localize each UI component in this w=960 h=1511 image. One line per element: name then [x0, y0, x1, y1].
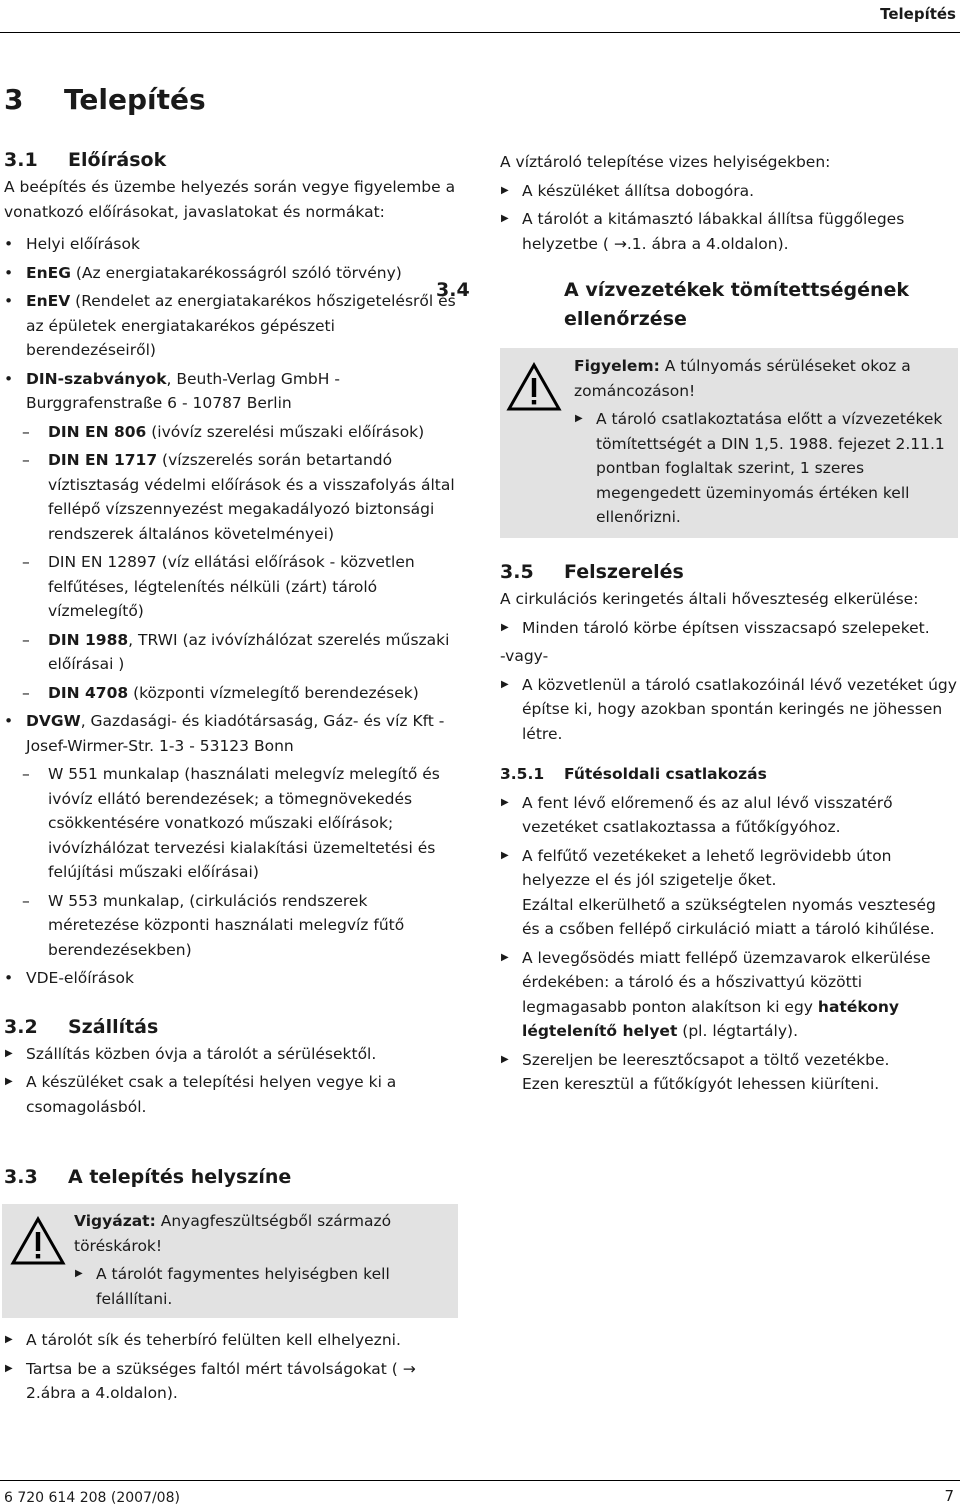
list-item: ▶ Szereljen be leeresztőcsapot a töltő vezetékbe. Ezen keresztül a fűtőkígyót lehessen kiüríteni.	[500, 1048, 958, 1097]
list-item: ▶ A közvetlenül a tároló csatlakozóinál lévő vezetéket úgy építse ki, hogy azokban spontán keringés ne jöhessen létre.	[500, 673, 958, 747]
list-item: • DVGW, Gazdasági- és kiadótársaság, Gáz- és víz Kft - Josef-Wirmer-Str. 1-3 - 53123 Bonn – W 551 munkalap (használati melegvíz melegítő és ivóvíz ellátó berendezések; a tömegnövekedés csökkentésére vonatkozó műszaki előírások; ivóvízhálózat tervezési kialakítási üzemeltetési és felújítási műszaki előírásai) – W 553 munkalap, (cirkulációs rendszerek méretezése központi használati melegvíz fűtő berendezésekben)	[4, 709, 462, 962]
list-item: ▶ A felfűtő vezetékeket a lehető legrövidebb úton helyezze el és jól szigetelje őket. Ezáltal elkerülhető a szükségtelen nyomás veszteség és a csőben fellépő cirkuláció miatt a tároló kihűlése.	[500, 844, 958, 942]
section-3-5-1-heading: 3.5.1 Fűtésoldali csatlakozás	[500, 765, 767, 783]
wet-room-list	[500, 179, 956, 257]
section-3-5-heading: 3.5 Felszerelés	[500, 561, 684, 583]
location-list	[4, 1328, 460, 1406]
transport-list	[4, 1042, 462, 1120]
caution-text: Vigyázat: Anyagfeszültségből származó töréskárok! ▶ A tárolót fagymentes helyiségben kell felállítani.	[74, 1209, 444, 1311]
section-3-2-heading: 3.2 Szállítás	[4, 1015, 159, 1038]
wet-room-intro: A víztároló telepítése vizes helyiségekben:	[500, 153, 831, 171]
list-item: ▶ A készüléket csak a telepítési helyen vegye ki a csomagolásból.	[4, 1070, 462, 1119]
list-item: ▶ Szállítás közben óvja a tárolót a sérülésektől.	[4, 1042, 462, 1067]
or-text: -vagy-	[500, 647, 549, 665]
warning-triangle-icon	[506, 362, 562, 412]
list-item: • Helyi előírások	[4, 232, 462, 257]
list-item: ▶ A készüléket állítsa dobogóra.	[500, 179, 956, 204]
list-item: ▶ Tartsa be a szükséges faltól mért távolságokat ( → 2.ábra a 4.oldalon).	[4, 1357, 460, 1406]
list-item: – DIN EN 12897 (víz ellátási előírások - közvetlen felfűtéses, légtelenítés nélküli (zárt) tároló vízmelegítő)	[4, 550, 462, 624]
left-column	[4, 146, 462, 1119]
warning-text: Figyelem: A túlnyomás sérüléseket okoz a zománcozáson! ▶ A tároló csatlakoztatása előtt a vízvezetékek tömítettségét a DIN 1,5. 1988. fejezet 2.11.1 pontban foglaltak szerint, 1 szeres megengedett üzeminyomás értéken kell ellenőrizni.	[574, 354, 946, 530]
page-number: 7	[944, 1487, 954, 1505]
list-item: • VDE-előírások	[4, 966, 462, 991]
warning-triangle-icon	[10, 1216, 66, 1266]
chapter-title	[4, 82, 206, 118]
header-rule	[0, 32, 960, 33]
caution-label: Vigyázat:	[74, 1212, 156, 1230]
warning-box	[500, 348, 958, 538]
caution-box	[2, 1204, 458, 1318]
list-item: ▶ A tárolót a kitámasztó lábakkal állítsa függőleges helyzetbe ( →.1. ábra a 4.oldalon).	[500, 207, 956, 256]
list-item: – W 553 munkalap, (cirkulációs rendszerek méretezése központi használati melegvíz fűtő berendezésekben)	[4, 889, 462, 963]
regulations-list	[4, 232, 462, 991]
section-3-3-heading: 3.3 A telepítés helyszíne	[4, 1166, 292, 1188]
dvgw-list	[4, 762, 462, 962]
list-item: ▶ A tárolót sík és teherbíró felülten kell elhelyezni.	[4, 1328, 460, 1353]
chapter-title-text: Telepítés	[64, 83, 206, 116]
list-item: • EnEG (Az energiatakarékosságról szóló törvény)	[4, 261, 462, 286]
section-3-4-heading: 3.4 A vízvezetékek tömítettségének ellenőrzése	[436, 279, 910, 330]
chapter-number: 3	[4, 83, 24, 116]
footer-rule	[0, 1480, 960, 1481]
list-item: – W 551 munkalap (használati melegvíz melegítő és ivóvíz ellátó berendezések; a tömegnövekedés csökkentésére vonatkozó műszaki előírások; ivóvízhálózat tervezési kialakítási üzemeltetési és felújítási műszaki előírásai)	[4, 762, 462, 885]
heating-connection-list	[500, 791, 958, 1097]
list-item: • DIN-szabványok, Beuth-Verlag GmbH - Burggrafenstraße 6 - 10787 Berlin – DIN EN 806 (ivóvíz szerelési műszaki előírások) – DIN EN 1717 (vízszerelés során betartandó víztisztaság védelmi előírások és a visszafolyás által fellépő vízszennyezést megakadályozó biztonsági rendszerek általános követelményei) – DIN EN 12897 (víz ellátási előírások - közvetlen felfűtéses, légtelenítés nélküli (zárt) tároló vízmelegítő) – DIN 1988, TRWI (az ivóvízhálózat szerelés műszaki előírásai ) – DIN 4708 (központi vízmelegítő berendezések)	[4, 367, 462, 706]
running-header: Telepítés	[880, 5, 956, 23]
section-3-1-heading: 3.1 Előírások	[4, 149, 167, 171]
list-item: – DIN 4708 (központi vízmelegítő berendezések)	[4, 681, 462, 706]
list-item: ▶ A tárolót fagymentes helyiségben kell felállítani.	[74, 1262, 444, 1311]
list-item: • EnEV (Rendelet az energiatakarékos hőszigetelésről és az épületek energiatakarékos gépészeti berendezéseiről)	[4, 289, 462, 363]
list-item: – DIN 1988, TRWI (az ivóvízhálózat szerelés műszaki előírásai )	[4, 628, 462, 677]
right-column	[436, 150, 956, 334]
list-item: ▶ A levegősödés miatt fellépő üzemzavarok elkerülése érdekében: a tároló és a hőszivattyú közötti legmagasabb ponton alakítson ki egy hatékony légtelenítő helyet (pl. légtartály).	[500, 946, 958, 1044]
list-item: ▶ A tároló csatlakoztatása előtt a vízvezetékek tömítettségét a DIN 1,5. 1988. fejezet 2.11.1 pontban foglaltak szerint, 1 szeres megengedett üzeminyomás értéken kell ellenőrizni.	[574, 407, 946, 530]
din-list	[4, 420, 462, 706]
list-item: ▶ A fent lévő előremenő és az alul lévő visszatérő vezetéket csatlakoztassa a fűtőkígyóhoz.	[500, 791, 958, 840]
list-item: – DIN EN 806 (ivóvíz szerelési műszaki előírások)	[4, 420, 462, 445]
warning-label: Figyelem:	[574, 357, 660, 375]
list-item: ▶ Minden tároló körbe építsen visszacsapó szelepeket.	[500, 616, 958, 641]
section-3-5-intro: A cirkulációs keringetés általi hőveszteség elkerülése:	[500, 590, 919, 608]
document-code: 6 720 614 208 (2007/08)	[4, 1490, 180, 1506]
right-column-lower	[500, 558, 958, 1097]
section-3-1-intro: A beépítés és üzembe helyezés során vegye figyelembe a vonatkozó előírásokat, javaslatokat és normákat:	[4, 178, 456, 221]
list-item: – DIN EN 1717 (vízszerelés során betartandó víztisztaság védelmi előírások és a visszafolyás által fellépő vízszennyezést megakadályozó biztonsági rendszerek általános követelményei)	[4, 448, 462, 546]
